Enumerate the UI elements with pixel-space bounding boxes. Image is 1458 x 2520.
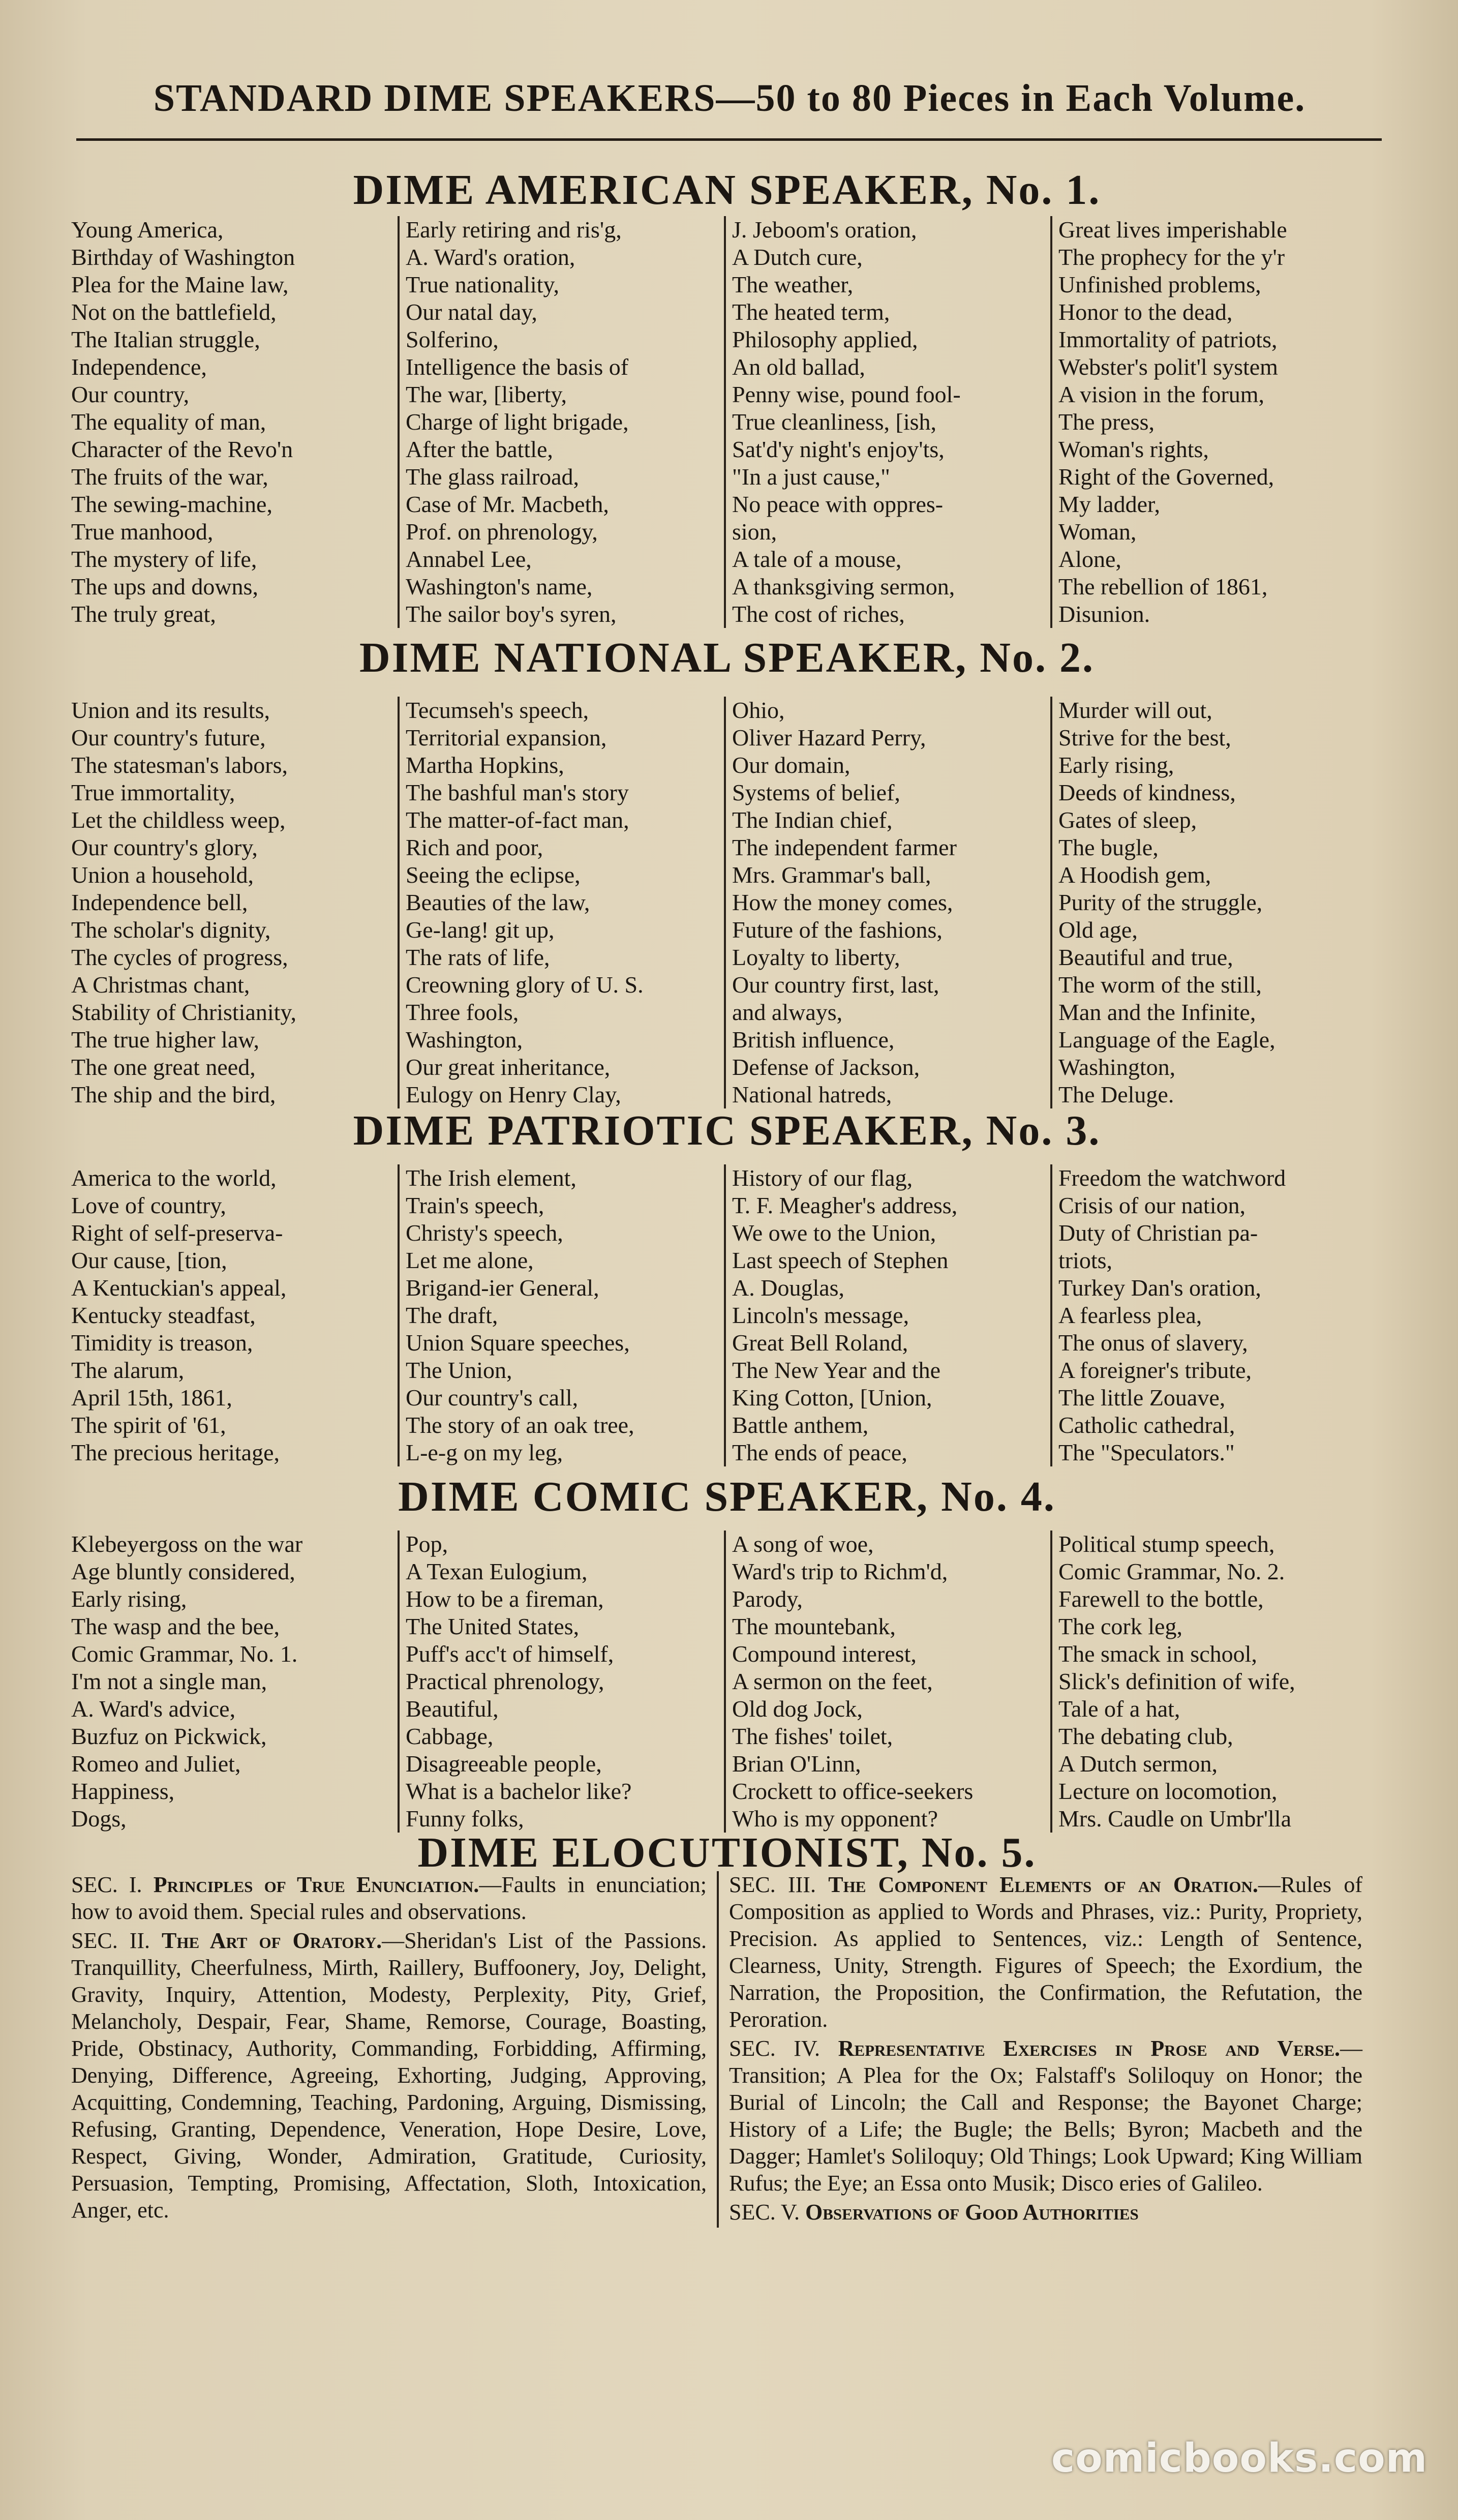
piece-title: My ladder,: [1058, 491, 1160, 517]
section-heading: The Component Elements of an Oration.: [828, 1872, 1258, 1897]
piece-title: The true higher law,: [71, 1027, 259, 1053]
piece-title: Farewell to the bottle,: [1058, 1586, 1264, 1612]
piece-title: Ward's trip to Richm'd,: [732, 1558, 948, 1584]
title-column: [724, 1531, 1050, 1833]
piece-title: America to the world,: [71, 1165, 277, 1191]
piece-title: Man and the Infinite,: [1058, 999, 1256, 1025]
piece-title: Lincoln's message,: [732, 1302, 909, 1328]
piece-title: Crisis of our nation,: [1058, 1192, 1246, 1218]
elocution-section: [729, 2199, 1362, 2226]
piece-title: Practical phrenology,: [406, 1668, 604, 1694]
piece-title: Purity of the struggle,: [1058, 889, 1263, 915]
piece-title: Klebeyergoss on the war: [71, 1531, 303, 1557]
piece-title: The cost of riches,: [732, 601, 905, 627]
piece-title: Buzfuz on Pickwick,: [71, 1723, 267, 1749]
piece-title: Parody,: [732, 1586, 803, 1612]
section-heading: The Art of Oratory.: [162, 1928, 382, 1953]
piece-title: The ups and downs,: [71, 574, 258, 599]
title-column: [1050, 1164, 1377, 1466]
piece-title: Disunion.: [1058, 601, 1150, 627]
piece-title: Future of the fashions,: [732, 917, 943, 943]
piece-title: History of our flag,: [732, 1165, 913, 1191]
piece-title: Eulogy on Henry Clay,: [406, 1082, 621, 1107]
elocutionist-body: [61, 1871, 1378, 2228]
piece-title: Early rising,: [1058, 752, 1174, 778]
piece-title: Murder will out,: [1058, 697, 1212, 723]
section-heading: Observations of Good Authorities: [805, 2200, 1139, 2225]
piece-title: True manhood,: [71, 519, 214, 545]
piece-title: Beauties of the law,: [406, 889, 590, 915]
piece-title: Great lives imperishable: [1058, 217, 1287, 243]
piece-title: A thanksgiving sermon,: [732, 574, 955, 599]
piece-title: The United States,: [406, 1613, 580, 1639]
piece-title: Mrs. Caudle on Umbr'lla: [1058, 1806, 1292, 1832]
piece-title: Washington's name,: [406, 574, 593, 599]
title-column: [71, 1164, 398, 1466]
piece-title: A. Douglas,: [732, 1275, 845, 1301]
piece-title: The bashful man's story: [406, 779, 629, 805]
piece-title: How the money comes,: [732, 889, 953, 915]
piece-title: triots,: [1058, 1247, 1113, 1273]
piece-title: The draft,: [406, 1302, 498, 1328]
elocutionist-right-column: [717, 1871, 1373, 2228]
section-label: SEC. III.: [729, 1872, 829, 1897]
piece-title: The Irish element,: [406, 1165, 576, 1191]
piece-title: Ge-lang! git up,: [406, 917, 555, 943]
piece-title: Creowning glory of U. S.: [406, 972, 644, 998]
piece-title: Beautiful,: [406, 1696, 499, 1722]
piece-title: Solferino,: [406, 326, 499, 352]
piece-title: Train's speech,: [406, 1192, 544, 1218]
piece-title: and always,: [732, 999, 843, 1025]
piece-title: The little Zouave,: [1058, 1385, 1226, 1411]
piece-title: Mrs. Grammar's ball,: [732, 862, 931, 888]
piece-title: "In a just cause,": [732, 464, 890, 490]
piece-title: Brian O'Linn,: [732, 1751, 861, 1777]
piece-title: Love of country,: [71, 1192, 226, 1218]
piece-title: Stability of Christianity,: [71, 999, 296, 1025]
piece-title: Union Square speeches,: [406, 1330, 630, 1356]
piece-title: The alarum,: [71, 1357, 185, 1383]
piece-title: The matter-of-fact man,: [406, 807, 629, 833]
section-title-american-speaker: DIME AMERICAN SPEAKER, No. 1.: [353, 166, 1101, 214]
piece-title: Turkey Dan's oration,: [1058, 1275, 1261, 1301]
section-title-comic-speaker: DIME COMIC SPEAKER, No. 4.: [398, 1473, 1056, 1520]
piece-title: Our great inheritance,: [406, 1054, 611, 1080]
piece-title: Great Bell Roland,: [732, 1330, 908, 1356]
piece-title: An old ballad,: [732, 354, 865, 380]
piece-title: The heated term,: [732, 299, 890, 325]
piece-title: Our domain,: [732, 752, 850, 778]
section-label: SEC. II.: [71, 1928, 162, 1953]
elocutionist-left-column: [61, 1871, 717, 2228]
piece-title: British influence,: [732, 1027, 895, 1053]
piece-title: Freedom the watchword: [1058, 1165, 1286, 1191]
piece-title: Early rising,: [71, 1586, 187, 1612]
title-column: [71, 697, 398, 1108]
piece-title: The onus of slavery,: [1058, 1330, 1248, 1356]
piece-title: Let me alone,: [406, 1247, 534, 1273]
section-columns-american-speaker: [71, 216, 1378, 628]
piece-title: Cabbage,: [406, 1723, 494, 1749]
piece-title: Our country's glory,: [71, 834, 258, 860]
title-column: [71, 216, 398, 628]
piece-title: Strive for the best,: [1058, 725, 1231, 751]
piece-title: Crockett to office-seekers: [732, 1778, 974, 1804]
piece-title: The Union,: [406, 1357, 512, 1383]
piece-title: We owe to the Union,: [732, 1220, 936, 1246]
piece-title: The Deluge.: [1058, 1082, 1174, 1107]
piece-title: The cork leg,: [1058, 1613, 1182, 1639]
elocution-section: [729, 2035, 1362, 2197]
section-title-patriotic-speaker: DIME PATRIOTIC SPEAKER, No. 3.: [353, 1107, 1101, 1154]
piece-title: Loyalty to liberty,: [732, 944, 900, 970]
piece-title: A song of woe,: [732, 1531, 874, 1557]
piece-title: Sat'd'y night's enjoy'ts,: [732, 436, 945, 462]
piece-title: Tale of a hat,: [1058, 1696, 1180, 1722]
piece-title: Systems of belief,: [732, 779, 900, 805]
piece-title: L-e-g on my leg,: [406, 1439, 563, 1465]
piece-title: The sewing-machine,: [71, 491, 272, 517]
piece-title: Prof. on phrenology,: [406, 519, 598, 545]
piece-title: Tecumseh's speech,: [406, 697, 589, 723]
piece-title: The spirit of '61,: [71, 1412, 226, 1438]
piece-title: Comic Grammar, No. 2.: [1058, 1558, 1285, 1584]
piece-title: Romeo and Juliet,: [71, 1751, 241, 1777]
piece-title: Philosophy applied,: [732, 326, 918, 352]
piece-title: Political stump speech,: [1058, 1531, 1275, 1557]
piece-title: Not on the battlefield,: [71, 299, 277, 325]
piece-title: Battle anthem,: [732, 1412, 869, 1438]
title-column: [1050, 1531, 1377, 1833]
piece-title: The Indian chief,: [732, 807, 893, 833]
piece-title: Plea for the Maine law,: [71, 272, 289, 297]
section-text: —Faults in enunciation; how to avoid them. Special rules and observations.: [71, 1872, 707, 1924]
piece-title: The fishes' toilet,: [732, 1723, 893, 1749]
piece-title: The bugle,: [1058, 834, 1159, 860]
piece-title: Our natal day,: [406, 299, 537, 325]
piece-title: Christy's speech,: [406, 1220, 563, 1246]
piece-title: Rich and poor,: [406, 834, 543, 860]
piece-title: Gates of sleep,: [1058, 807, 1197, 833]
piece-title: Right of self-preserva-: [71, 1220, 283, 1246]
site-watermark: comicbooks.com: [1051, 2436, 1427, 2481]
piece-title: The press,: [1058, 409, 1155, 435]
piece-title: How to be a fireman,: [406, 1586, 604, 1612]
elocution-section: [729, 1871, 1362, 2033]
piece-title: Let the childless weep,: [71, 807, 286, 833]
piece-title: Old dog Jock,: [732, 1696, 863, 1722]
header-rule: [76, 138, 1382, 141]
piece-title: Birthday of Washington: [71, 244, 295, 270]
piece-title: The "Speculators.": [1058, 1439, 1235, 1465]
piece-title: What is a bachelor like?: [406, 1778, 632, 1804]
title-column: [71, 1531, 398, 1833]
section-label: SEC. I.: [71, 1872, 154, 1897]
piece-title: Puff's acc't of himself,: [406, 1641, 614, 1667]
piece-title: Woman,: [1058, 519, 1137, 545]
piece-title: King Cotton, [Union,: [732, 1385, 932, 1411]
piece-title: Brigand-ier General,: [406, 1275, 599, 1301]
piece-title: April 15th, 1861,: [71, 1385, 232, 1411]
piece-title: The Italian struggle,: [71, 326, 260, 352]
piece-title: The independent farmer: [732, 834, 957, 860]
piece-title: Pop,: [406, 1531, 448, 1557]
piece-title: Early retiring and ris'g,: [406, 217, 622, 243]
piece-title: Charge of light brigade,: [406, 409, 629, 435]
piece-title: The war, [liberty,: [406, 381, 567, 407]
piece-title: The weather,: [732, 272, 854, 297]
piece-title: Independence,: [71, 354, 207, 380]
piece-title: The debating club,: [1058, 1723, 1233, 1749]
piece-title: Union a household,: [71, 862, 254, 888]
piece-title: Character of the Revo'n: [71, 436, 293, 462]
piece-title: Three fools,: [406, 999, 519, 1025]
piece-title: Deeds of kindness,: [1058, 779, 1236, 805]
elocution-section: [71, 1871, 707, 1925]
piece-title: The equality of man,: [71, 409, 266, 435]
piece-title: The precious heritage,: [71, 1439, 280, 1465]
elocution-section: [71, 1927, 707, 2224]
piece-title: Defense of Jackson,: [732, 1054, 920, 1080]
piece-title: True nationality,: [406, 272, 559, 297]
piece-title: A Hoodish gem,: [1058, 862, 1211, 888]
piece-title: Age bluntly considered,: [71, 1558, 295, 1584]
title-column: [724, 697, 1050, 1108]
piece-title: Our country,: [71, 381, 190, 407]
section-columns-comic-speaker: [71, 1531, 1378, 1833]
piece-title: A Kentuckian's appeal,: [71, 1275, 287, 1301]
piece-title: Alone,: [1058, 546, 1121, 572]
piece-title: Last speech of Stephen: [732, 1247, 949, 1273]
section-columns-national-speaker: [71, 697, 1378, 1108]
section-text: —Rules of Composition as applied to Words and Phrases, viz.: Purity, Propriety, Precision. As applied to Sentences, viz.: Length of Sentence, Clearness, Unity, Strength. Figures of Speech; the Exordium, the Narration, the Proposition, the Confirmation, the Refutation, the Peroration.: [729, 1872, 1362, 2032]
piece-title: Ohio,: [732, 697, 785, 723]
piece-title: The rebellion of 1861,: [1058, 574, 1268, 599]
piece-title: A Dutch cure,: [732, 244, 863, 270]
piece-title: Beautiful and true,: [1058, 944, 1233, 970]
piece-title: Comic Grammar, No. 1.: [71, 1641, 298, 1667]
piece-title: The one great need,: [71, 1054, 256, 1080]
piece-title: Immortality of patriots,: [1058, 326, 1278, 352]
piece-title: A sermon on the feet,: [732, 1668, 933, 1694]
piece-title: Washington,: [406, 1027, 523, 1053]
piece-title: Penny wise, pound fool-: [732, 381, 961, 407]
piece-title: Washington,: [1058, 1054, 1176, 1080]
piece-title: A fearless plea,: [1058, 1302, 1202, 1328]
piece-title: The smack in school,: [1058, 1641, 1257, 1667]
piece-title: Our country's call,: [406, 1385, 579, 1411]
piece-title: The mystery of life,: [71, 546, 257, 572]
section-heading: Principles of True Enunciation.: [153, 1872, 479, 1897]
section-label: SEC. V.: [729, 2200, 806, 2225]
piece-title: Territorial expansion,: [406, 725, 607, 751]
section-text: —Sheridan's List of the Passions. Tranquillity, Cheerfulness, Mirth, Raillery, Buffoonery, Joy, Delight, Gravity, Inquiry, Attention, Modesty, Perplexity, Pity, Grief, Melancholy, Despair, Fear, Shame, Remorse, Courage, Boasting, Pride, Obstinacy, Authority, Commanding, Forbidding, Affirming, Denying, Difference, Agreeing, Exhorting, Judging, Approving, Acquitting, Condemning, Teaching, Pardoning, Arguing, Dismissing, Refusing, Granting, Dependence, Veneration, Hope Desire, Love, Respect, Giving, Wonder, Admiration, Gratitude, Curiosity, Persuasion, Tempting, Promising, Affectation, Sloth, Intoxication, Anger, etc.: [71, 1928, 707, 2223]
piece-title: A foreigner's tribute,: [1058, 1357, 1252, 1383]
piece-title: Case of Mr. Macbeth,: [406, 491, 609, 517]
piece-title: The prophecy for the y'r: [1058, 244, 1285, 270]
piece-title: Timidity is treason,: [71, 1330, 253, 1356]
piece-title: Disagreeable people,: [406, 1751, 602, 1777]
piece-title: Honor to the dead,: [1058, 299, 1233, 325]
piece-title: Independence bell,: [71, 889, 248, 915]
piece-title: Dogs,: [71, 1806, 127, 1832]
piece-title: True immortality,: [71, 779, 235, 805]
piece-title: The truly great,: [71, 601, 216, 627]
page-header-title: STANDARD DIME SPEAKERS—50 to 80 Pieces in Each Volume.: [153, 77, 1306, 119]
piece-title: The mountebank,: [732, 1613, 896, 1639]
piece-title: The fruits of the war,: [71, 464, 268, 490]
section-title-elocutionist: DIME ELOCUTIONIST, No. 5.: [417, 1829, 1037, 1876]
piece-title: Who is my opponent?: [732, 1806, 938, 1832]
piece-title: The cycles of progress,: [71, 944, 288, 970]
section-columns-patriotic-speaker: [71, 1164, 1378, 1466]
piece-title: Oliver Hazard Perry,: [732, 725, 926, 751]
piece-title: Language of the Eagle,: [1058, 1027, 1275, 1053]
title-column: [724, 1164, 1050, 1466]
piece-title: Happiness,: [71, 1778, 175, 1804]
piece-title: sion,: [732, 519, 777, 545]
title-column: [1050, 216, 1377, 628]
section-title-national-speaker: DIME NATIONAL SPEAKER, No. 2.: [359, 634, 1095, 681]
piece-title: Compound interest,: [732, 1641, 917, 1667]
piece-title: Webster's polit'l system: [1058, 354, 1278, 380]
piece-title: Right of the Governed,: [1058, 464, 1274, 490]
piece-title: The ship and the bird,: [71, 1082, 276, 1107]
piece-title: The glass railroad,: [406, 464, 580, 490]
piece-title: A vision in the forum,: [1058, 381, 1265, 407]
section-label: SEC. IV.: [729, 2036, 838, 2061]
title-column: [398, 1164, 724, 1466]
piece-title: Lecture on locomotion,: [1058, 1778, 1278, 1804]
piece-title: Our country first, last,: [732, 972, 939, 998]
piece-title: Martha Hopkins,: [406, 752, 564, 778]
piece-title: Union and its results,: [71, 697, 270, 723]
piece-title: The worm of the still,: [1058, 972, 1262, 998]
piece-title: Slick's definition of wife,: [1058, 1668, 1295, 1694]
piece-title: T. F. Meagher's address,: [732, 1192, 958, 1218]
piece-title: Seeing the eclipse,: [406, 862, 581, 888]
title-column: [398, 697, 724, 1108]
piece-title: A Christmas chant,: [71, 972, 250, 998]
piece-title: Intelligence the basis of: [406, 354, 629, 380]
piece-title: A tale of a mouse,: [732, 546, 902, 572]
piece-title: Unfinished problems,: [1058, 272, 1261, 297]
piece-title: J. Jeboom's oration,: [732, 217, 917, 243]
piece-title: Old age,: [1058, 917, 1138, 943]
piece-title: A. Ward's advice,: [71, 1696, 236, 1722]
piece-title: Kentucky steadfast,: [71, 1302, 256, 1328]
piece-title: The statesman's labors,: [71, 752, 288, 778]
piece-title: Catholic cathedral,: [1058, 1412, 1235, 1438]
title-column: [398, 216, 724, 628]
piece-title: Duty of Christian pa-: [1058, 1220, 1258, 1246]
piece-title: The ends of peace,: [732, 1439, 907, 1465]
piece-title: The New Year and the: [732, 1357, 941, 1383]
piece-title: I'm not a single man,: [71, 1668, 267, 1694]
section-heading: Representative Exercises in Prose and Verse.: [838, 2036, 1340, 2061]
piece-title: Funny folks,: [406, 1806, 524, 1832]
piece-title: Our cause, [tion,: [71, 1247, 227, 1273]
piece-title: Annabel Lee,: [406, 546, 532, 572]
title-column: [1050, 697, 1377, 1108]
piece-title: A Dutch sermon,: [1058, 1751, 1218, 1777]
piece-title: A Texan Eulogium,: [406, 1558, 588, 1584]
section-text: —Transition; A Plea for the Ox; Falstaff's Soliloquy on Honor; the Burial of Lincoln; the Call and Response; the Bayonet Charge; History of a Life; the Bugle; the Bells; Byron; Macbeth and the Dagger; Hamlet's Soliloquy; Old Things; Look Upward; King William Rufus; the Eye; an Essa onto Musik; Disco eries of Galileo.: [729, 2036, 1362, 2196]
piece-title: Young America,: [71, 217, 224, 243]
piece-title: The story of an oak tree,: [406, 1412, 634, 1438]
piece-title: The scholar's dignity,: [71, 917, 271, 943]
piece-title: After the battle,: [406, 436, 553, 462]
piece-title: No peace with oppres-: [732, 491, 944, 517]
piece-title: Our country's future,: [71, 725, 266, 751]
title-column: [398, 1531, 724, 1833]
piece-title: The wasp and the bee,: [71, 1613, 280, 1639]
title-column: [724, 216, 1050, 628]
piece-title: National hatreds,: [732, 1082, 892, 1107]
piece-title: Woman's rights,: [1058, 436, 1209, 462]
piece-title: The sailor boy's syren,: [406, 601, 617, 627]
piece-title: A. Ward's oration,: [406, 244, 575, 270]
piece-title: The rats of life,: [406, 944, 550, 970]
piece-title: True cleanliness, [ish,: [732, 409, 937, 435]
